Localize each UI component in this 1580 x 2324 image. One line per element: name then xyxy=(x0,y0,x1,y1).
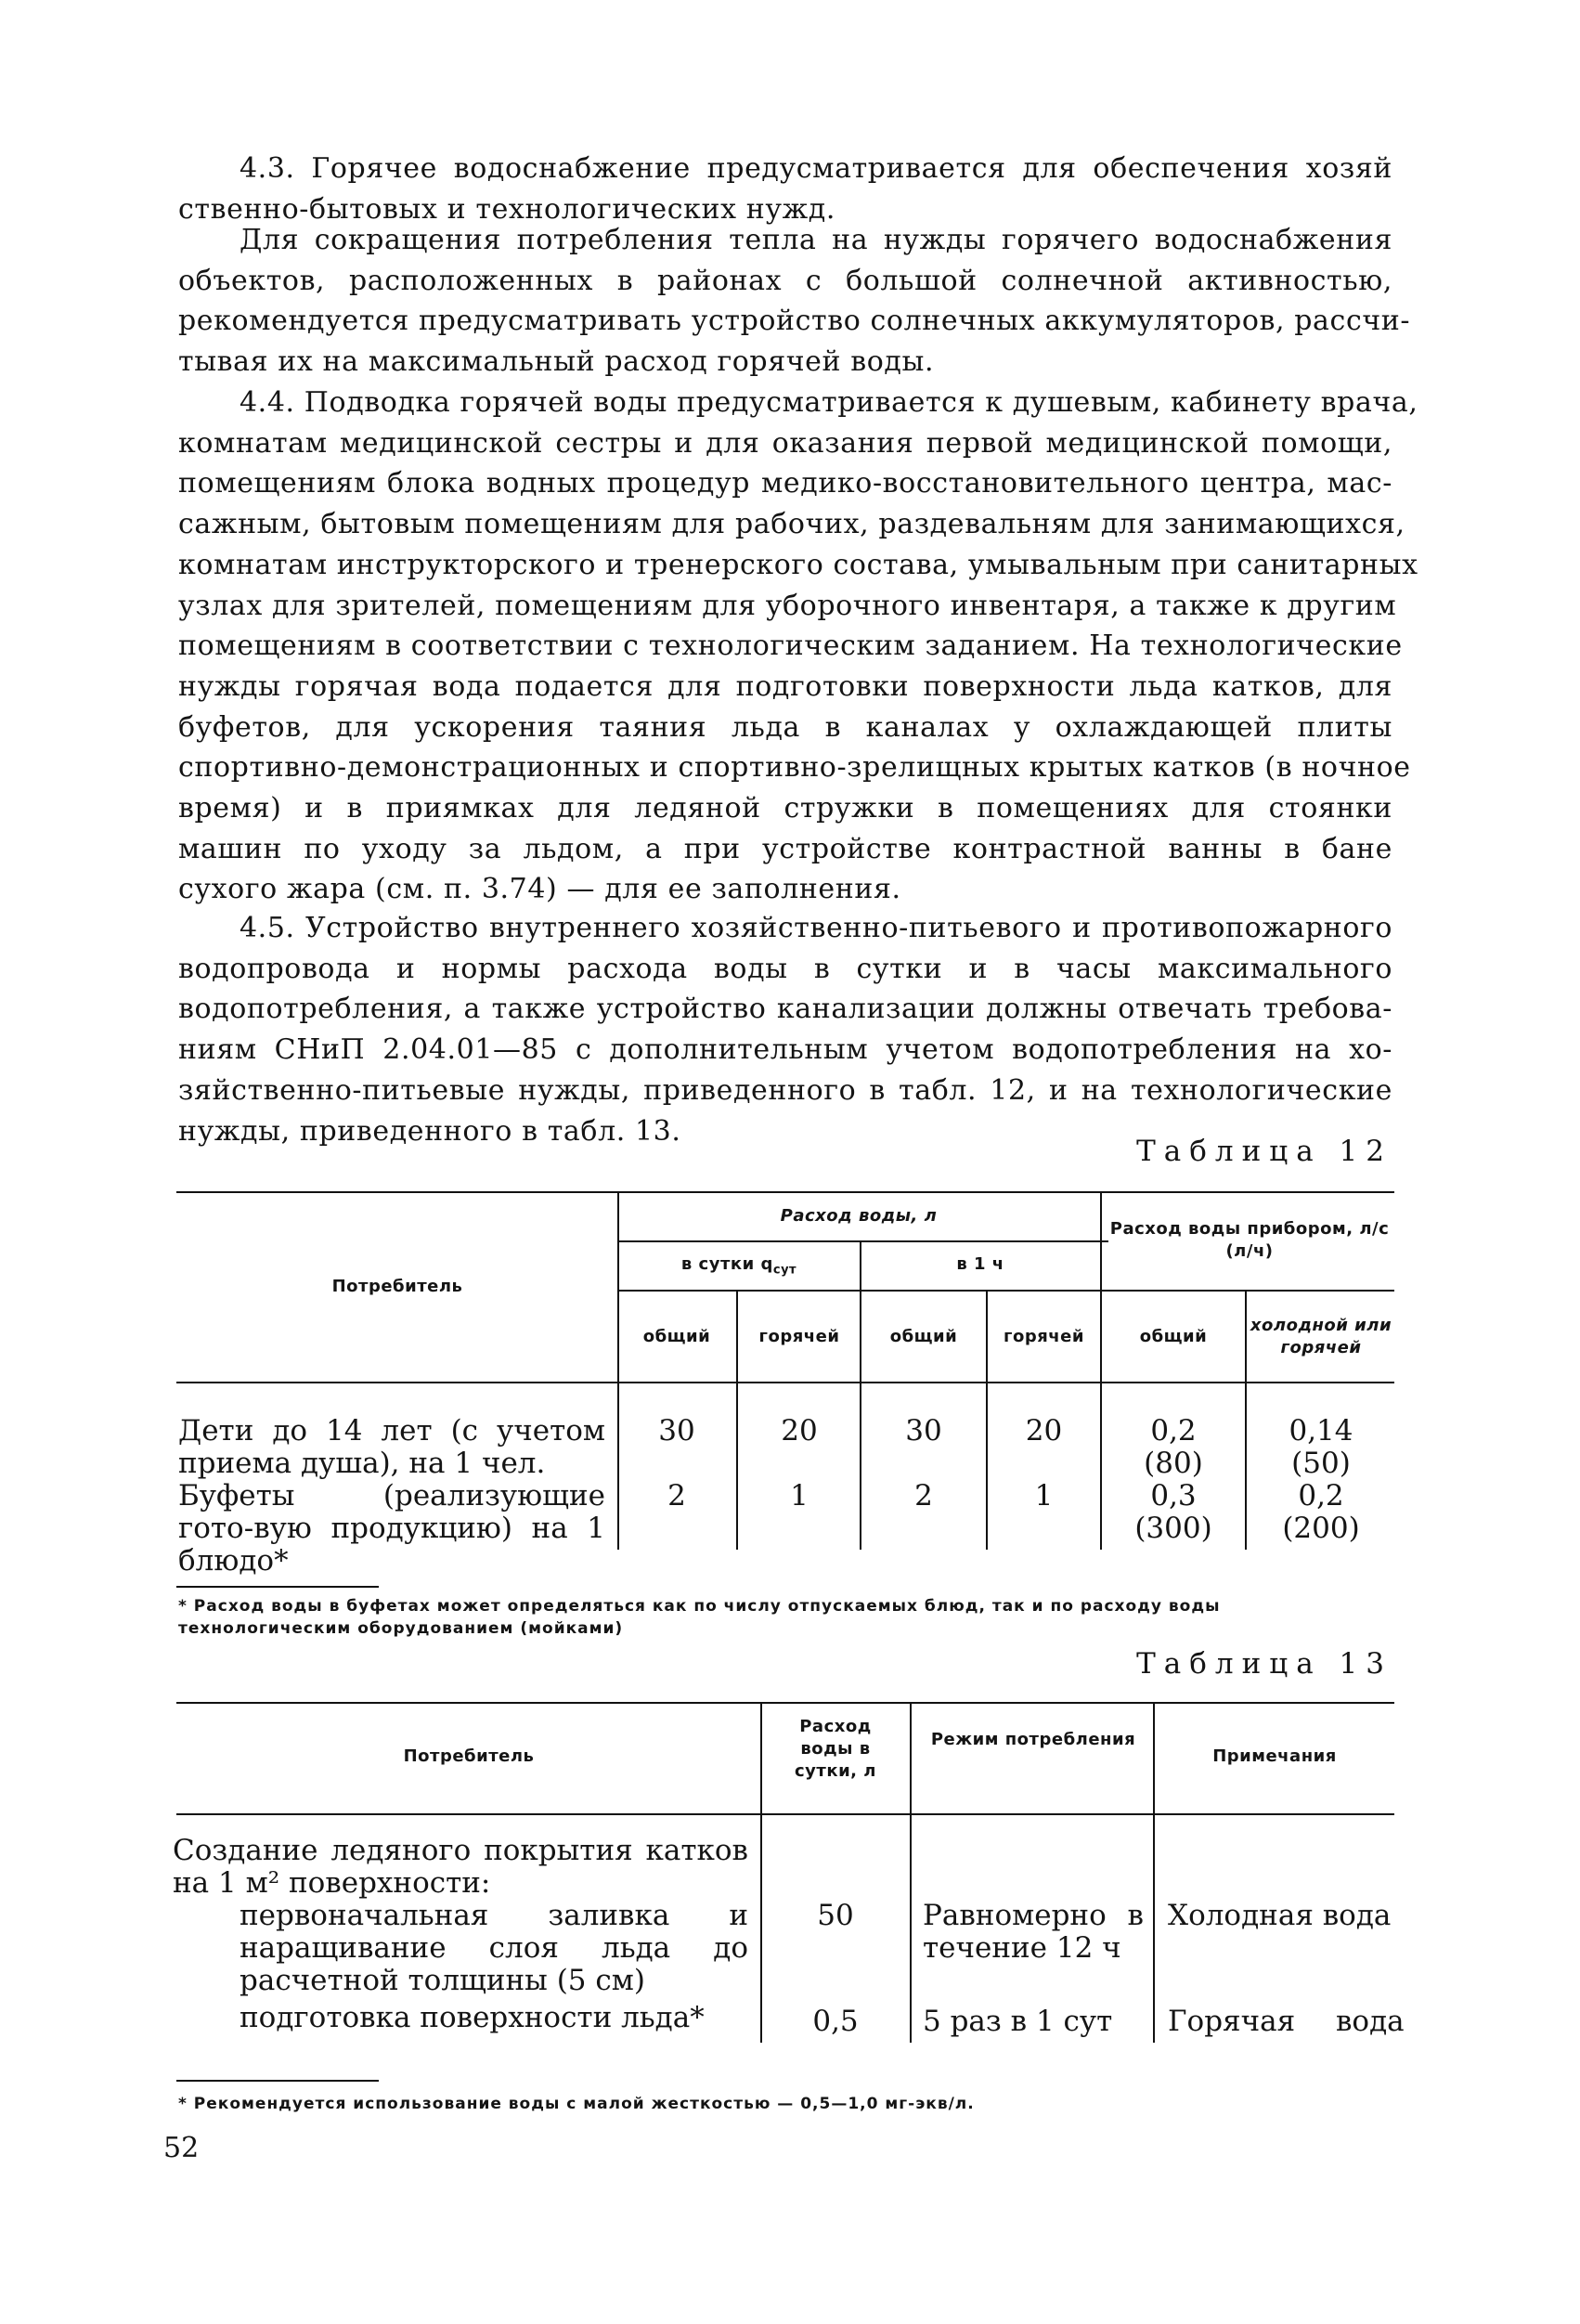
table-cell: 2 xyxy=(667,1479,686,1513)
header-day-hot: горячей xyxy=(758,1327,840,1346)
header-per-day xyxy=(618,1253,860,1282)
text-line: помещениям в соответствии с технологическим заданием. На технологические xyxy=(178,630,1403,663)
table-rule xyxy=(176,1813,1394,1815)
text-line: Для сокращения потребления тепла на нужды горячего водоснабжения xyxy=(240,224,1392,256)
header-day-total: общий xyxy=(642,1327,711,1346)
header-per-hour: в 1 ч xyxy=(956,1254,1004,1274)
footnote-rule xyxy=(176,1586,379,1588)
table-cell: 0,14 xyxy=(1289,1414,1353,1448)
table-12-title: Таблица 12 xyxy=(1136,1135,1392,1168)
table-13-footnote: * Рекомендуется использование воды с малой жесткостью — 0,5—1,0 мг-экв/л. xyxy=(178,2095,975,2113)
text-line: ственно-бытовых и технологических нужд. xyxy=(178,192,835,226)
text-line: нужды, приведенного в табл. 13. xyxy=(178,1114,681,1148)
text-line: помещениям блока водных процедур медико-восстановительного центра, мас- xyxy=(178,467,1392,500)
table-rule xyxy=(176,1702,1394,1704)
table-row-consumer: Буфеты (реализующие гото-вую продукцию) на 1 блюдо* xyxy=(178,1479,605,1577)
table-cell: 5 раз в 1 сут xyxy=(923,2005,1113,2038)
header-water-day: Расход воды в сутки, л xyxy=(795,1717,876,1781)
header-mode: Режим потребления xyxy=(930,1730,1136,1749)
header-hour-hot: горячей xyxy=(1004,1327,1084,1346)
text-line: нужды горячая вода подается для подготовки поверхности льда катков, для xyxy=(178,669,1392,703)
page-number: 52 xyxy=(163,2132,200,2164)
table-cell: (80) xyxy=(1144,1447,1203,1480)
header-device-total: общий xyxy=(1139,1327,1208,1346)
text-line: комнатам медицинской сестры и для оказания первой медицинской помощи, xyxy=(178,426,1392,460)
table-divider xyxy=(1100,1192,1102,1550)
header-hour-total: общий xyxy=(889,1327,958,1346)
table-13-title: Таблица 13 xyxy=(1136,1647,1392,1681)
text-line: водопровода и нормы расхода воды в сутки и в часы максимального xyxy=(178,952,1392,985)
header-device-flow: Расход воды прибором, л/с (л/ч) xyxy=(1109,1219,1390,1261)
table-rule xyxy=(176,1191,1394,1193)
table-divider xyxy=(760,1703,762,2043)
text-line: 4.5. Устройство внутреннего хозяйственно-питьевого и противопожарного xyxy=(240,912,1392,944)
table-row-consumer: первоначальная заливка и наращивание слоя льда до расчетной толщины (5 см) xyxy=(240,1899,748,1997)
text-line: машин по уходу за льдом, а при устройстве контрастной ванны в бане xyxy=(178,832,1392,865)
table-cell: 20 xyxy=(781,1414,818,1448)
header-water-use: Расход воды, л xyxy=(780,1206,938,1226)
table-row-consumer: Дети до 14 лет (с учетом приема душа), на 1 чел. xyxy=(178,1414,605,1480)
text-line: время) и в приямках для ледяной стружки в помещениях для стоянки xyxy=(178,792,1392,825)
text-line: сажным, бытовым помещениям для рабочих, раздевальням для занимающихся, xyxy=(178,508,1405,541)
table-group-label xyxy=(173,1835,748,1900)
footnote-rule xyxy=(176,2080,379,2082)
table-cell: 1 xyxy=(1034,1479,1054,1513)
table-cell: Холодная вода xyxy=(1168,1899,1392,1932)
paragraph-4-4 xyxy=(178,383,1418,910)
table-cell: Равномерно в течение 12 ч xyxy=(923,1899,1144,1965)
table-rule xyxy=(618,1240,1108,1242)
table-cell: (200) xyxy=(1282,1512,1360,1545)
text-line: 4.3. Горячее водоснабжение предусматривается для обеспечения хозяй xyxy=(240,152,1392,185)
table-cell: 0,5 xyxy=(812,2005,859,2038)
text-line: 4.4. Подводка горячей воды предусматривается к душевым, кабинету врача, xyxy=(240,386,1418,419)
header-notes: Примечания xyxy=(1212,1746,1337,1766)
table-cell: 0,2 xyxy=(1150,1414,1197,1448)
table-row-consumer: подготовка поверхности льда* xyxy=(240,2001,705,2034)
text-line: буфетов, для ускорения таяния льда в каналах у охлаждающей плиты xyxy=(178,710,1392,744)
header-consumer: Потребитель xyxy=(403,1746,535,1766)
table-cell: 2 xyxy=(914,1479,933,1513)
table-cell: 20 xyxy=(1025,1414,1063,1448)
table-cell: 0,3 xyxy=(1150,1479,1197,1513)
table-cell: 1 xyxy=(790,1479,809,1513)
table-cell: (50) xyxy=(1291,1447,1351,1480)
paragraph-4-3 xyxy=(178,149,1392,229)
paragraph-4-3-solar xyxy=(178,220,1411,383)
text-line: ниям СНиП 2.04.01—85 с дополнительным учетом водопотребления на хо- xyxy=(178,1033,1392,1067)
text-line: объектов, расположенных в районах с большой солнечной активностью, xyxy=(178,264,1392,297)
header-consumer: Потребитель xyxy=(331,1277,463,1296)
table-divider xyxy=(1245,1291,1247,1550)
table-cell: (300) xyxy=(1134,1512,1212,1545)
text-line: тывая их на максимальный расход горячей воды. xyxy=(178,345,935,379)
table-cell: 30 xyxy=(658,1414,695,1448)
text-line: водопотребления, а также устройство канализации должны отвечать требова- xyxy=(178,993,1392,1026)
text-line: комнатам инструкторского и тренерского состава, умывальным при санитарных xyxy=(178,548,1418,581)
table-cell: Горячая вода xyxy=(1168,2005,1405,2038)
table-rule xyxy=(618,1290,1394,1292)
header-per-day-sub: сут xyxy=(772,1263,797,1278)
table-rule xyxy=(176,1382,1394,1383)
paragraph-4-5 xyxy=(178,908,1392,1151)
header-per-day-text: в сутки q xyxy=(680,1254,773,1274)
text-line: зяйственно-питьевые нужды, приведенного в табл. 12, и на технологические xyxy=(178,1073,1392,1107)
table-cell: 50 xyxy=(817,1899,854,1932)
table-divider xyxy=(736,1291,738,1550)
header-cold-or-hot: холодной или горячей xyxy=(1250,1316,1392,1357)
text-line: узлах для зрителей, помещениям для уборочного инвентаря, а также к другим xyxy=(178,589,1397,622)
table-cell: 0,2 xyxy=(1298,1479,1344,1513)
table-cell: 30 xyxy=(905,1414,942,1448)
table-divider xyxy=(910,1703,912,2043)
group-text: Создание ледяного покрытия катков на 1 м² поверхности: xyxy=(173,1834,748,1900)
text-line: рекомендуется предусматривать устройство солнечных аккумуляторов, рассчи- xyxy=(178,305,1411,338)
text-line: спортивно-демонстрационных и спортивно-зрелищных крытых катков (в ночное xyxy=(178,751,1411,785)
table-12-footnote: * Расход воды в буфетах может определяться как по числу отпускаемых блюд, так и по расходу воды технологическим оборудованием (мойками) xyxy=(178,1597,1221,1638)
text-line: сухого жара (см. п. 3.74) — для ее заполнения. xyxy=(178,873,901,906)
